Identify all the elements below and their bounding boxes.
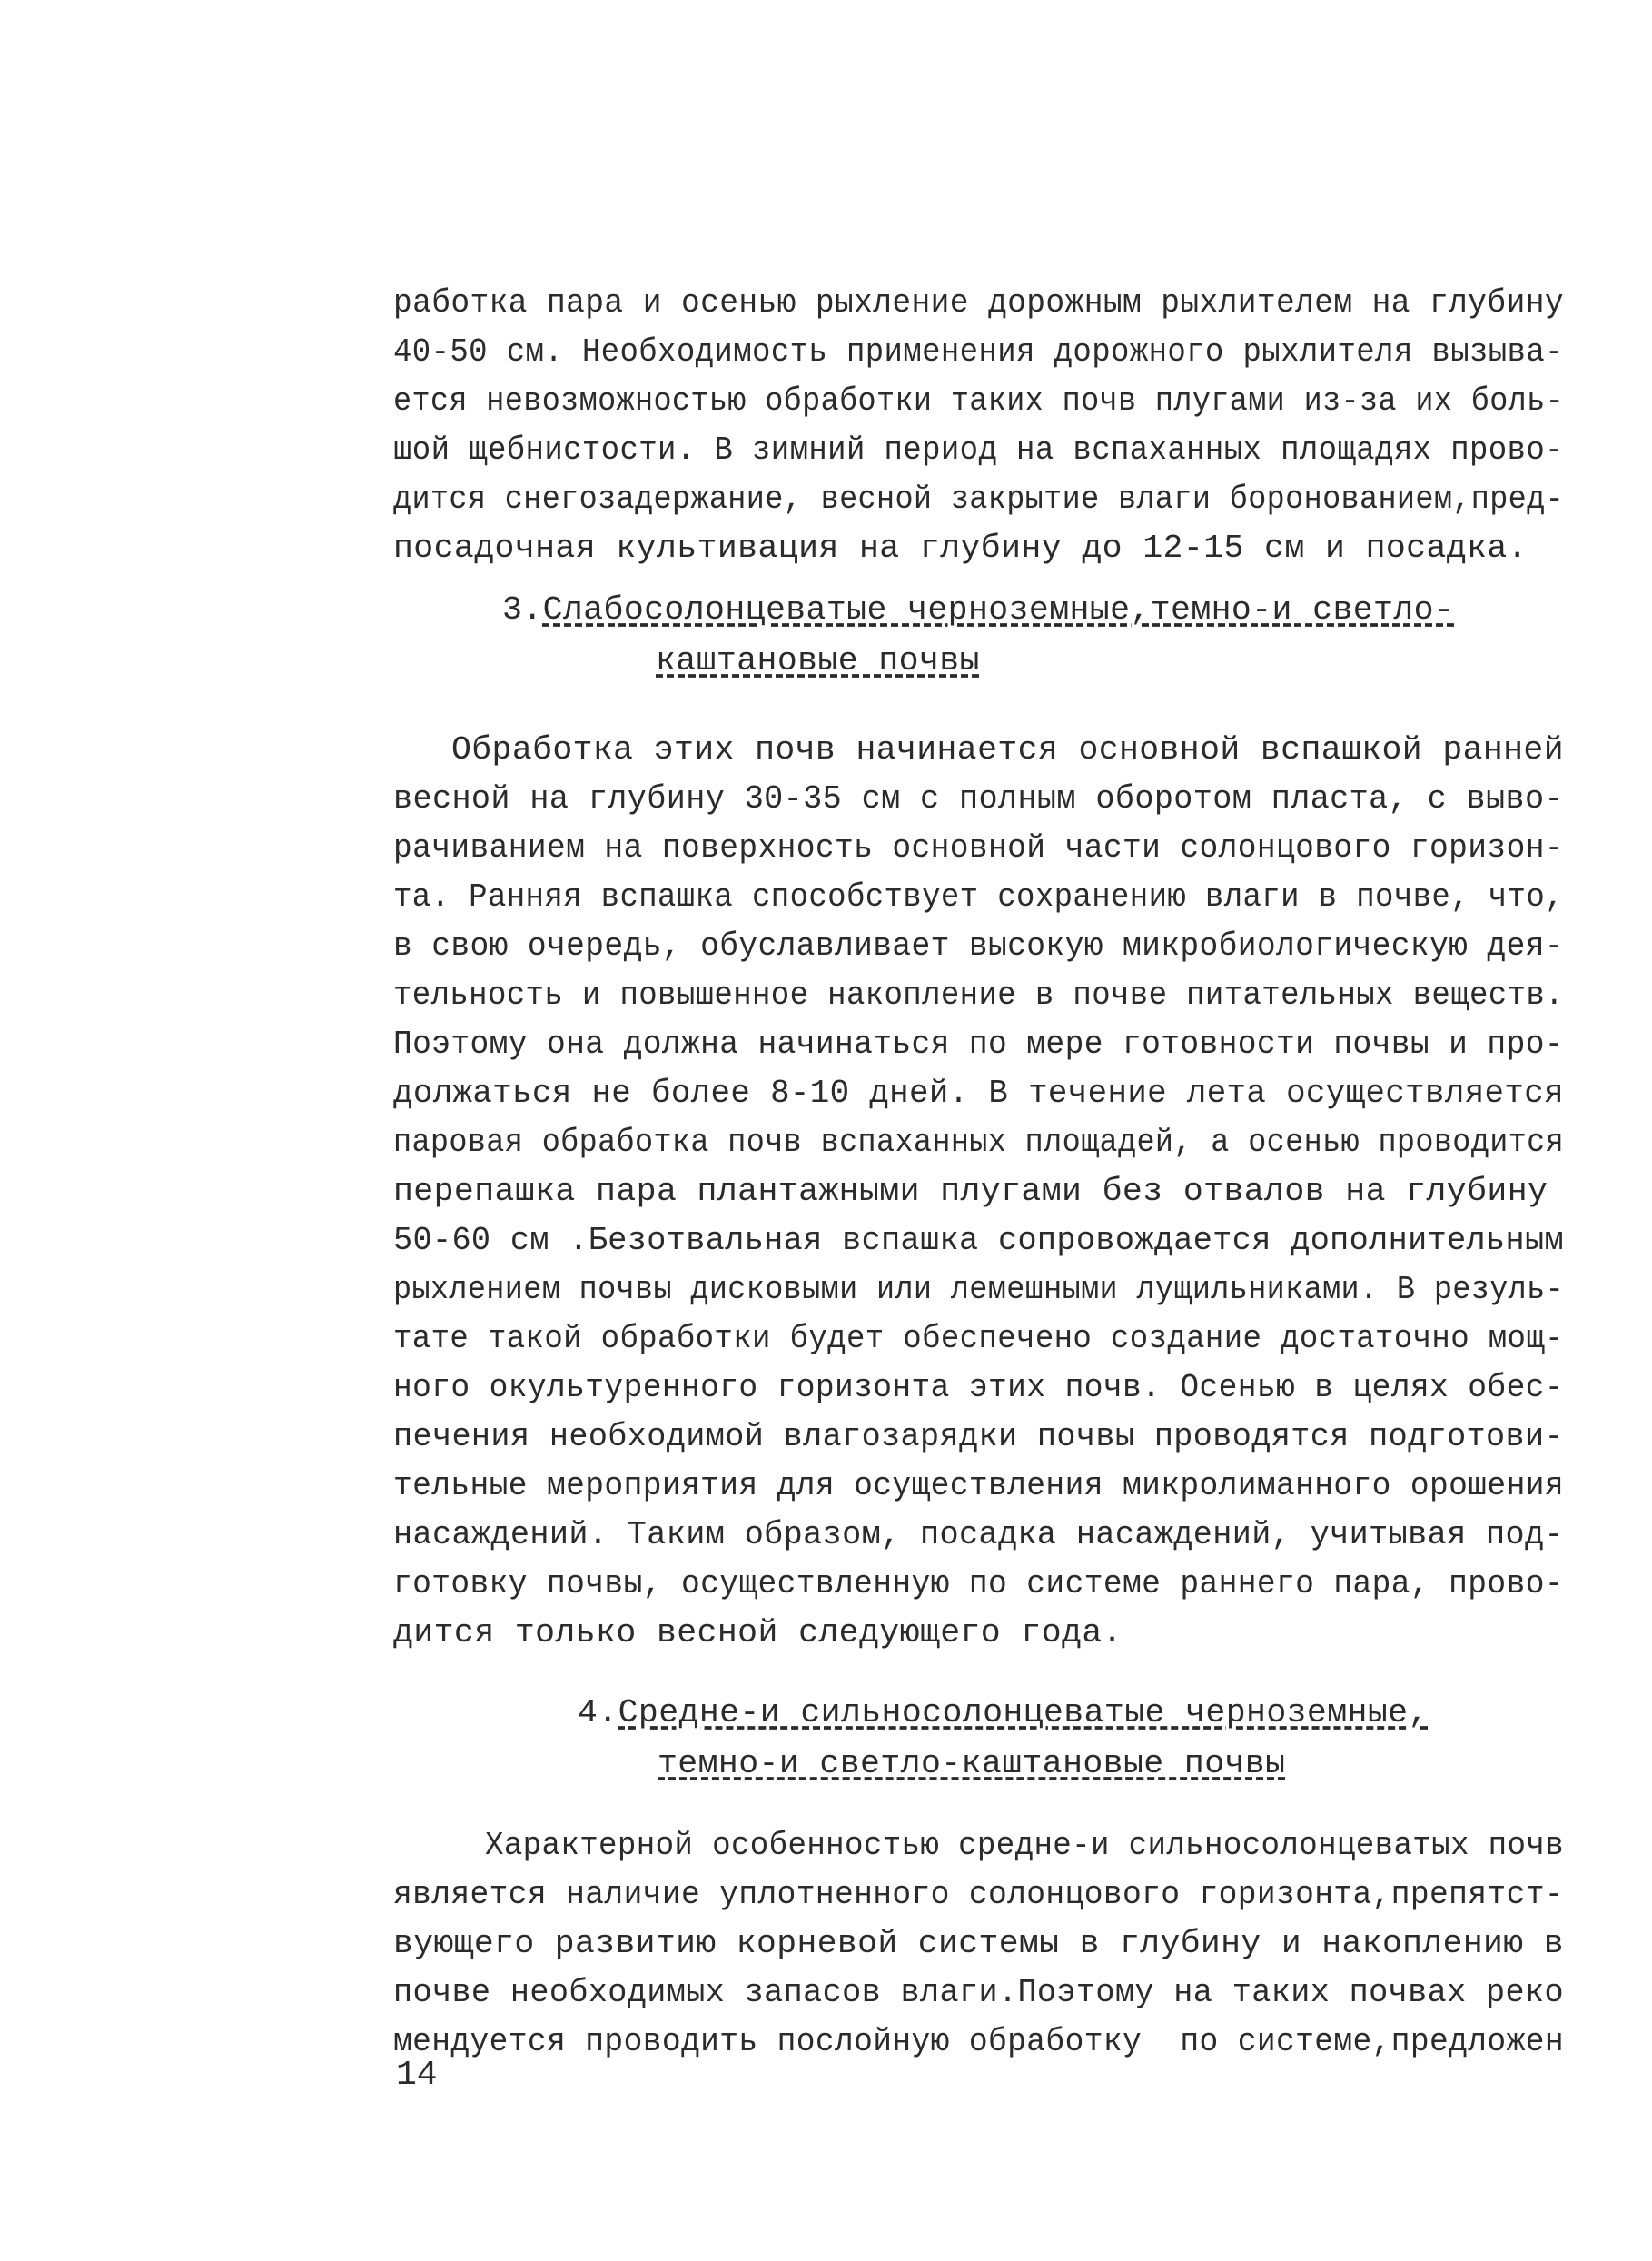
heading-4-title-line-2: темно-и светло-каштановые почвы: [658, 1745, 1286, 1782]
paragraph-2-line-13: тате такой обработки будет обеспечено создание достаточно мощ-: [393, 1320, 1564, 1357]
paragraph-2-line-9: паровая обработка почв вспаханных площадей, а осенью проводится: [393, 1124, 1565, 1161]
paragraph-3-line-3: вующего развитию корневой системы в глубину и накоплению в: [393, 1925, 1564, 1962]
paragraph-2-line-14: ного окультуренного горизонта этих почв. Осенью в целях обес-: [393, 1369, 1564, 1406]
paragraph-2-line-19: дится только весной следующего года.: [393, 1614, 1123, 1651]
paragraph-1-line-3: ется невозможностью обработки таких почв плугами из-за их боль-: [393, 382, 1565, 420]
paragraph-1-line-4: шой щебнистости. В зимний период на вспаханных площадях прово-: [393, 431, 1564, 469]
heading-4-title-line-1: Средне-и сильносолонцеватые черноземные,: [618, 1694, 1429, 1731]
paragraph-1-line-2: 40-50 см. Необходимость применения дорожного рыхлителя вызыва-: [393, 333, 1564, 371]
paragraph-2-line-17: насаждений. Таким образом, посадка насаждений, учитывая под-: [393, 1516, 1564, 1553]
paragraph-2-line-2: весной на глубину 30-35 см с полным оборотом пласта, с выво-: [393, 780, 1564, 818]
heading-4-line-2: [658, 1746, 1285, 1782]
paragraph-2-line-6: тельность и повышенное накопление в почве питательных веществ.: [393, 977, 1564, 1014]
paragraph-3-line-2: является наличие уплотненного солонцового горизонта,препятст-: [393, 1876, 1564, 1913]
paragraph-1-line-5: дится снегозадержание, весной закрытие влаги боронованием,пред-: [393, 481, 1565, 518]
paragraph-2-line-3: рачиванием на поверхность основной части солонцового горизон-: [393, 829, 1564, 867]
page-number: 14: [396, 2056, 438, 2095]
paragraph-2-line-12: рыхлением почвы дисковыми или лемешными лущильниками. В резуль-: [393, 1271, 1565, 1308]
heading-3-line-1: [502, 592, 1454, 629]
heading-4-line-1: [578, 1695, 1429, 1731]
paragraph-2-line-16: тельные мероприятия для осуществления микролиманного орошения: [393, 1467, 1564, 1504]
paragraph-2-line-4: та. Ранняя вспашка способствует сохранению влаги в почве, что,: [393, 878, 1564, 916]
paragraph-2-line-15: печения необходимой влагозарядки почвы проводятся подготови-: [393, 1418, 1564, 1455]
paragraph-1-line-1: работка пара и осенью рыхление дорожным рыхлителем на глубину: [393, 284, 1564, 322]
paragraph-2-line-18: готовку почвы, осуществленную по системе раннего пара, прово-: [393, 1565, 1564, 1602]
paragraph-2-line-5: в свою очередь, обуславливает высокую микробиологическую дея-: [393, 927, 1564, 965]
paragraph-3-line-1: Характерной особенностью средне-и сильносолонцеватых почв: [485, 1827, 1565, 1864]
paragraph-2-line-8: должаться не более 8-10 дней. В течение лета осуществляется: [393, 1075, 1564, 1112]
paragraph-3-line-4: почве необходимых запасов влаги.Поэтому на таких почвах реко: [393, 1974, 1564, 2011]
heading-3-title-line-1: Слабосолонцеватые черноземные,темно-и светло-: [542, 591, 1455, 629]
heading-3-title-line-2: каштановые почвы: [656, 642, 980, 679]
heading-3-number: 3.: [502, 591, 543, 629]
paragraph-2-line-11: 50-60 см .Безотвальная вспашка сопровождается дополнительным: [393, 1222, 1564, 1259]
heading-3-line-2: [656, 643, 980, 679]
paragraph-2-line-7: Поэтому она должна начинаться по мере готовности почвы и про-: [393, 1026, 1564, 1063]
paragraph-1-line-6: посадочная культивация на глубину до 12-15 см и посадка.: [393, 530, 1528, 567]
paragraph-3-line-5: мендуется проводить послойную обработку по системе,предложен: [393, 2023, 1564, 2060]
paragraph-2-line-1: Обработка этих почв начинается основной вспашкой ранней: [451, 731, 1564, 769]
paragraph-2-line-10: перепашка пара плантажными плугами без отвалов на глубину: [393, 1173, 1548, 1210]
heading-4-number: 4.: [578, 1694, 618, 1731]
